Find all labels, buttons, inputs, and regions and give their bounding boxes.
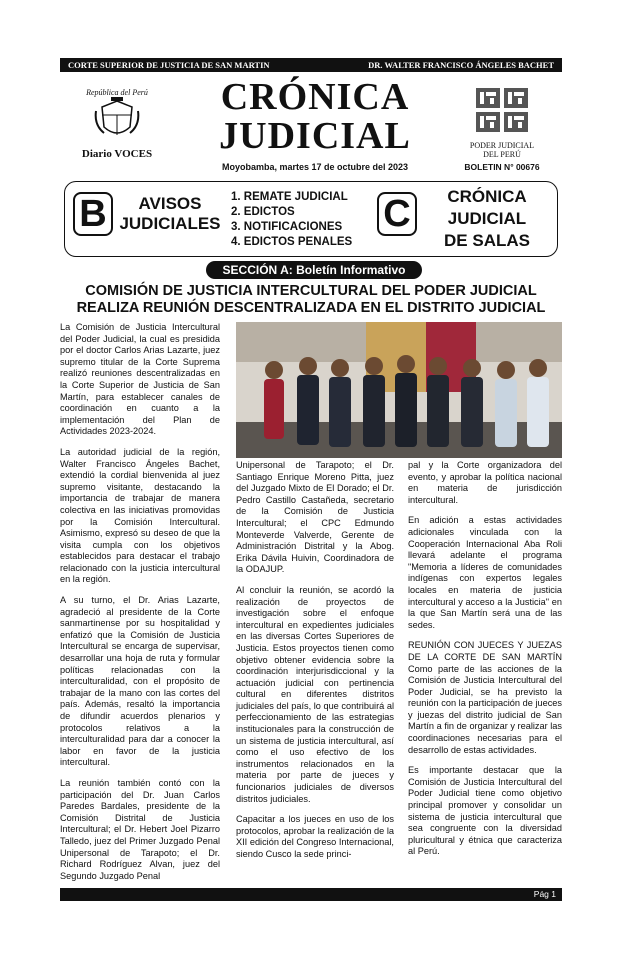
- section-b-letter: B: [73, 192, 113, 236]
- page-number: Pág 1: [533, 889, 556, 899]
- section-c-title: CRÓNICA JUDICIAL DE SALAS: [444, 187, 530, 250]
- article-headline: COMISIÓN DE JUSTICIA INTERCULTURAL DEL PODER JUDICIAL REALIZA REUNIÓN DESCENTRALIZADA EN EL DISTRITO JUDICIAL: [76, 283, 546, 316]
- paragraph: A su turno, el Dr. Arias Lazarte, agradeció al presidente de la Corte sanmartinense por su hospitalidad y enfatizó que la Comisión de Justicia Intercultural se encarga de supervisar, desarrollar una hoja de ruta y formular políticas relacionadas con la interculturalidad, con el propósito de trabajar de la mano con las cortes del país. Además, resaltó la importancia de difundir acuerdos plenarios y protocolos relativos a la interculturalidad para dar a conocer la labor en favor de la justicia intercultural.: [60, 595, 220, 768]
- paragraph: La Comisión de Justicia Intercultural del Poder Judicial, la cual es presidida por el doctor Carlos Arias Lazarte, juez supremo titular de la Corte Suprema realizó reuniones descentralizadas en la Corte Superior de Justicia de San Martín, para establecer canales de coordinación en cuanto a la implementación del Plan de Actividades 2023-2024.: [60, 322, 220, 437]
- paragraph: REUNIÓN CON JUECES Y JUEZAS DE LA CORTE DE SAN MARTÍN Como parte de las acciones de la Comisión de Justicia Intercultural del Poder Judicial, se ha previsto la reunión con la participación de jueces y juezas del distrito judicial de San Martín a fin de organizar y realizar las coordinaciones necesarias para el desarrollo de estas actividades.: [408, 640, 562, 755]
- list-item: 2. EDICTOS: [231, 206, 295, 218]
- president-name: DR. WALTER FRANCISCO ÁNGELES BACHET: [368, 60, 554, 70]
- dateline: Moyobamba, martes 17 de octubre del 2023: [221, 162, 409, 172]
- coat-of-arms-icon: [92, 97, 142, 141]
- group-photo: [236, 322, 562, 458]
- top-banner: [60, 58, 562, 72]
- bulletin-number: BOLETIN N° 00676: [464, 162, 540, 172]
- republic-label: República del Perú: [86, 88, 148, 97]
- paragraph: La reunión también contó con la participación del Dr. Juan Carlos Paredes Bardales, presidente de la Comisión Distrital de Justicia Intercultural; el Dr. Hebert Joel Pizarro Talledo, juez del Primer Juzgado Penal Unipersonal de Tarapoto; el Dr. Richard Rodríguez Alvan, juez del Segundo Juzgado Penal: [60, 777, 220, 881]
- pj-line1: PODER JUDICIAL: [469, 141, 535, 150]
- poder-judicial-logo: [442, 88, 562, 172]
- pj-line2: DEL PERÚ: [483, 150, 521, 159]
- section-b-items: [231, 190, 371, 250]
- list-item: 4. EDICTOS PENALES: [231, 236, 353, 248]
- list-item: 3. NOTIFICACIONES: [231, 221, 343, 233]
- article-column-3: [408, 460, 562, 867]
- sections-box: [64, 181, 558, 257]
- article-column-2: [236, 460, 394, 870]
- court-name: CORTE SUPERIOR DE JUSTICIA DE SAN MARTIN: [68, 60, 270, 70]
- section-b-title: AVISOS JUDICIALES: [119, 194, 221, 233]
- article-column-1: [60, 322, 220, 891]
- paragraph: La autoridad judicial de la región, Walter Francisco Ángeles Bachet, extendió la cordial bienvenida al juez supremo visitante, destacando la importancia de trabajar de manera colectiva en las iniciativas promovidas por la Comisión Intercultural. Asimismo, expresó su deseo de que la visita cumpla con los objetivos establecidos para destacar el trabajo relacionado con la justicia intercultural en la región.: [60, 446, 220, 585]
- page-footer: [60, 888, 562, 901]
- section-c-letter: C: [377, 192, 417, 236]
- paragraph: Es importante destacar que la Comisión de Justicia Intercultural del Poder Judicial tiene como objetivo principal promover y consolidar un sistema de justicia intercultural que sea congruente con la diversidad pluricultural y étnica que caracteriza al Perú.: [408, 765, 562, 857]
- section-label: SECCIÓN A: Boletín Informativo: [206, 261, 422, 279]
- poder-judicial-icon: [476, 88, 528, 132]
- peru-seal: [72, 88, 162, 160]
- paragraph: Al concluir la reunión, se acordó la realización de proyectos de investigación sobre el enfoque intercultural en expedientes judiciales en las diversas Cortes Superiores de Justicia. Estos proyectos tienen como objetivo obtener evidencia sobre la coordinación interjurisdiccional y la actuación judicial con pertinencia cultural en diferentes distritos judiciales del país, lo que contribuirá al perfeccionamiento de las estrategias institucionales para la construcción de un sistema de justicia intercultural, así como el uso efectivo de los instrumentos relacionados en la materia por parte de jueces y funcionarios judiciales de diversos distritos judiciales.: [236, 584, 394, 804]
- paragraph: Capacitar a los jueces en uso de los protocolos, aprobar la realización de la XII edición del Congreso Internacional, siendo Cusco la sede princi-: [236, 814, 394, 859]
- paragraph: pal y la Corte organizadora del evento, y aprobar la política nacional en materia de jurisdicción intercultural.: [408, 460, 562, 505]
- diario-voces: Diario VOCES: [81, 148, 153, 160]
- paragraph: Unipersonal de Tarapoto; el Dr. Santiago Enrique Moreno Pitta, juez del Juzgado Mixto de El Dorado; el Dr. Pedro Castillo Castañeda, secretario de la Comisión de Justicia Intercultural; el CPC Edmundo Monteverde Valverde, Gerente de Administración Distrital y la Abog. Erika Dávila Huivin, Coordinadora de la ODAJUP.: [236, 460, 394, 575]
- newspaper-title: CRÓNICA JUDICIAL: [219, 76, 411, 157]
- masthead: [60, 78, 562, 178]
- paragraph: En adición a estas actividades adicionales vinculada con la Cooperación Internacional Aba Roli llevará adelante el programa "Memoria a líderes de comunidades indígenas con expertos legales locales en materia de justicia intercultural y acceso a la Justicia" en la que San Martín será una de las sedes.: [408, 515, 562, 630]
- group-photo-image: [236, 322, 562, 458]
- list-item: 1. REMATE JUDICIAL: [231, 191, 348, 203]
